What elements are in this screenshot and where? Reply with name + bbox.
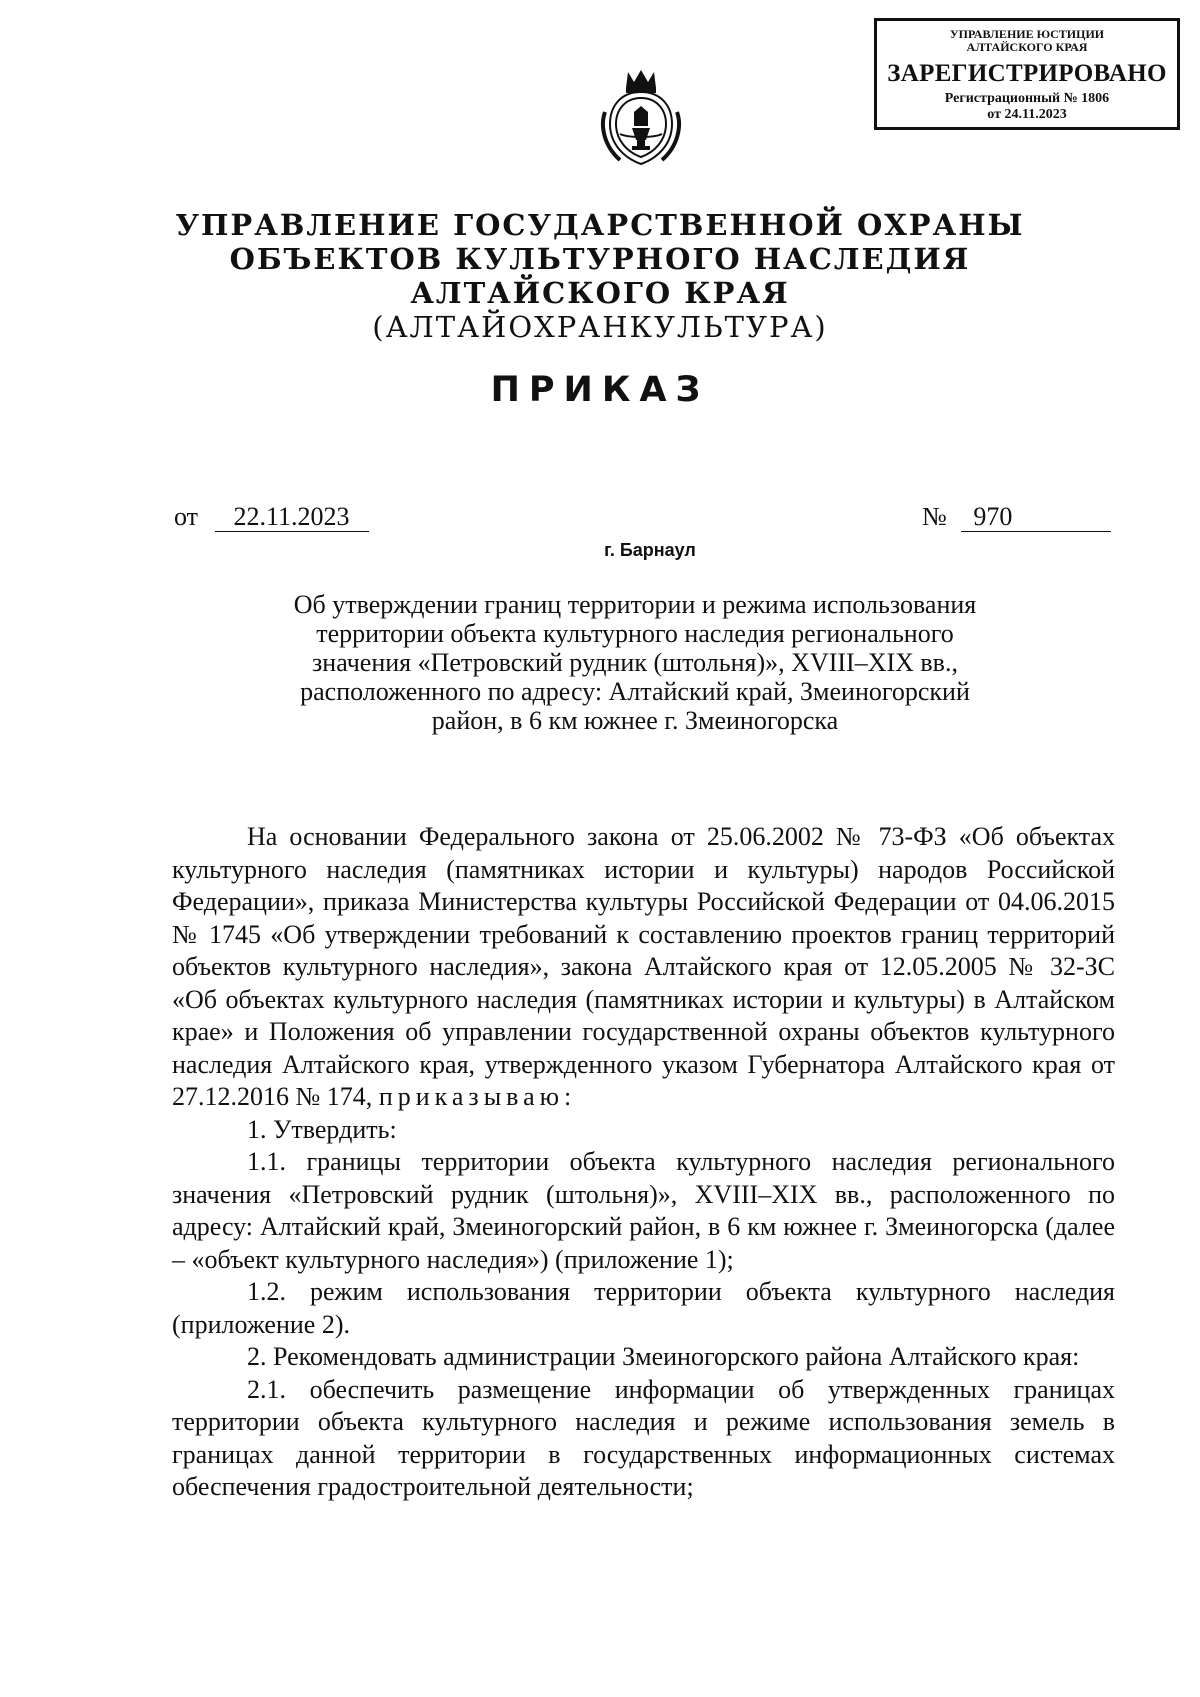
document-type-title: ПРИКАЗ (490, 370, 710, 410)
item-1: 1. Утвердить: (247, 1114, 397, 1144)
subject-line: значения «Петровский рудник (штольня)», XVIII–XIX вв., (312, 648, 958, 677)
order-word: приказываю: (378, 1082, 577, 1111)
stamp-authority-line2: АЛТАЙСКОГО КРАЯ (966, 40, 1088, 54)
agency-name-line3: АЛТАЙСКОГО КРАЯ (410, 276, 790, 310)
date-prefix: от (174, 502, 199, 531)
number-prefix: № (922, 502, 947, 531)
preamble-text: На основании Федерального закона от 25.06.2002 № 73-ФЗ «Об объектах культурного наследия (памятниках истории и культуры) народов Российской Федерации», приказа Министерства культуры Российской Федерации от 04.06.2015 № 1745 «Об утверждении требований к составлению проектов границ территорий объектов культурного наследия», закона Алтайского края от 12.05.2005 № 32-ЗС «Об объектах культурного наследия (памятниках истории и культуры) в Алтайском крае» и Положения об управлении государственной охраны объектов культурного наследия Алтайского края, утвержденного указом Губернатора Алтайского края от 27.12.2016 № 174, (172, 822, 1115, 1111)
agency-short-name: (АЛТАЙОХРАНКУЛЬТУРА) (372, 310, 828, 344)
registration-stamp (874, 18, 1180, 130)
subject-line: Об утверждении границ территории и режима использования (293, 590, 977, 619)
order-date-line (174, 502, 369, 532)
order-date: 22.11.2023 (215, 503, 369, 532)
item-1-1: 1.1. границы территории объекта культурного наследия регионального значения «Петровский рудник (штольня)», XVIII–XIX вв., расположенного по адресу: Алтайский край, Змеиногорский район, в 6 км южнее г. Змеиногорска (далее – «объект культурного наследия») (приложение 1); (172, 1147, 1115, 1274)
item-2-1: 2.1. обеспечить размещение информации об утвержденных границах территории объекта культурного наследия и режиме использования земель в границах данной территории в государственных информационных системах обеспечения градостроительной деятельности; (172, 1374, 1115, 1501)
item-2: 2. Рекомендовать администрации Змеиногорского района Алтайского края: (247, 1342, 1080, 1371)
agency-name-line2: ОБЪЕКТОВ КУЛЬТУРНОГО НАСЛЕДИЯ (229, 242, 971, 276)
subject-line: район, в 6 км южнее г. Змеиногорска (431, 706, 839, 735)
stamp-status: ЗАРЕГИСТРИРОВАНО (887, 60, 1167, 87)
preamble-paragraph (172, 821, 1115, 1114)
order-subject (250, 590, 1020, 735)
subject-line: территории объекта культурного наследия регионального (316, 619, 954, 648)
stamp-reg-number: Регистрационный № 1806 (944, 91, 1110, 106)
agency-name-line1: УПРАВЛЕНИЕ ГОСУДАРСТВЕННОЙ ОХРАНЫ (175, 208, 1025, 242)
agency-name (0, 208, 1200, 344)
item-1-2: 1.2. режим использования территории объекта культурного наследия (приложение 2). (172, 1277, 1115, 1339)
order-body (172, 821, 1115, 1504)
subject-line: расположенного по адресу: Алтайский край, Змеиногорский (300, 677, 970, 706)
stamp-reg-date: от 24.11.2023 (987, 107, 1067, 122)
coat-of-arms-emblem (596, 62, 686, 170)
city: г. Барнаул (604, 540, 696, 560)
order-number: 970 (961, 503, 1111, 532)
order-number-line (922, 502, 1111, 532)
stamp-authority-line1: УПРАВЛЕНИЕ ЮСТИЦИИ (949, 27, 1105, 41)
